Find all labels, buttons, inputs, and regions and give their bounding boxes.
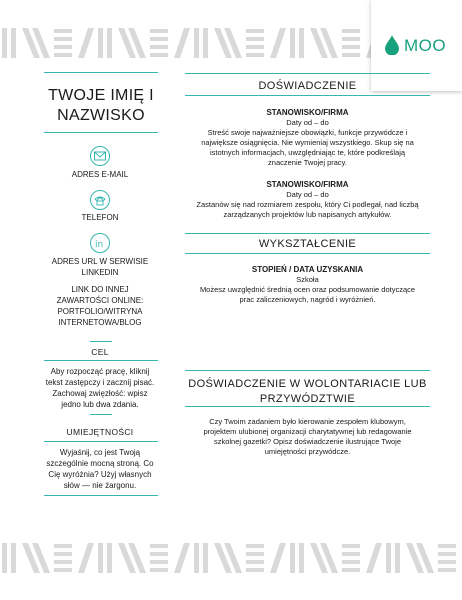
stripe-pattern (0, 541, 462, 575)
brand-name: MOO (404, 36, 447, 55)
job-dates: Daty od – do (286, 190, 329, 199)
text-line: tekst zastępczy i zacznij pisać. (45, 378, 155, 387)
job-description-line: największe osiągnięcia. Nie wymieniaj wszystkiego. Skup się na (201, 138, 414, 147)
text-line: Zachowaj zwięzłość: wpisz (52, 389, 148, 398)
text-line: Aby rozpocząć pracę, kliknij (50, 367, 150, 376)
text-line: PORTFOLIO/WITRYNA (57, 307, 143, 316)
name-line: TWOJE IMIĘ I (48, 87, 154, 104)
linkedin-icon (90, 233, 110, 253)
job-description-line: zarządzanych projektów lub napisanych artykułów. (223, 210, 392, 219)
text-line: LINK DO INNEJ (71, 285, 129, 294)
education-heading: WYKSZTAŁCENIE (258, 238, 357, 250)
job-title: STANOWISKO/FIRMA (266, 108, 349, 117)
divider (90, 414, 112, 415)
education-description-line: prac zaliczeniowych, nagród i wyróżnień. (239, 295, 376, 304)
text-line: Wyjaśnij, co jest Twoją (59, 448, 141, 457)
text-line: szczególnie mocną stroną. Co (46, 459, 154, 468)
name-line: NAZWISKO (57, 107, 145, 124)
divider (185, 95, 430, 96)
text-line: Cię wyróżnia? Użyj własnych (48, 470, 152, 479)
education-description-line: Możesz uwzględnić średnią ocen oraz podsumowanie dotyczące (199, 285, 416, 294)
volunteer-text (185, 417, 430, 457)
job-entry (185, 180, 430, 220)
divider (90, 341, 112, 342)
divider (44, 72, 158, 73)
online-content-link[interactable] (44, 284, 156, 328)
heading-line: PRZYWÓDZTWIE (259, 393, 356, 405)
text-line: ZAWARTOŚCI ONLINE: (56, 296, 144, 305)
divider (185, 406, 430, 407)
job-description-line: znaczenie Twojej pracy. (268, 158, 347, 167)
droplet-icon (385, 35, 399, 55)
job-description-line: istotnych informacjach, uwzględniając te, które podkreślają (209, 148, 406, 157)
volunteer-description-line: umiejętności przywódcze. (264, 447, 351, 456)
job-dates: Daty od – do (286, 118, 329, 127)
heading-line: DOŚWIADCZENIE W WOLONTARIACIE LUB (188, 378, 427, 390)
job-description-line: Streść swoje najważniejsze obowiązki, funkcje przywódcze i (207, 128, 408, 137)
education-entry (185, 265, 430, 305)
email-icon (90, 146, 110, 166)
volunteer-description-line: projektem ulubionej organizacji charytatywnej lub redagowanie (203, 427, 412, 436)
divider (44, 132, 158, 133)
text-line: jedno lub dwa zdania. (61, 400, 139, 409)
candidate-name (44, 86, 158, 126)
divider (44, 441, 158, 442)
volunteer-description-line: szkolnej gazetki? Opisz doświadczenie ilustrujące Twoje (213, 437, 402, 446)
email-text[interactable]: ADRES E-MAIL (71, 170, 129, 179)
divider (185, 370, 430, 371)
text-line: słów — nie żargonu. (63, 481, 137, 490)
divider (185, 233, 430, 234)
svg-text:in: in (95, 240, 104, 249)
experience-heading: DOŚWIADCZENIE (258, 80, 357, 92)
degree-title: STOPIEŃ / DATA UZYSKANIA (251, 265, 364, 274)
linkedin-url[interactable] (44, 256, 156, 278)
volunteer-description-line: Czy Twoim zadaniem było kierowanie zespołem klubowym, (209, 417, 406, 426)
job-description-line: Zastanów się nad rozmiarem zespołu, który Ci podlegał, nad liczbą (196, 200, 419, 209)
divider (44, 360, 158, 361)
divider (44, 495, 158, 496)
school-name: Szkoła (296, 275, 319, 284)
phone-text[interactable]: TELEFON (81, 213, 119, 222)
phone-icon (90, 190, 110, 210)
divider (185, 253, 430, 254)
text-line: INTERNETOWA/BLOG (58, 318, 142, 327)
moo-logo-card (371, 0, 462, 91)
job-entry (185, 108, 430, 168)
bottom-pattern-band (0, 541, 462, 575)
divider (185, 73, 430, 74)
text-line: ADRES URL W SERWISIE (51, 257, 149, 266)
text-line: LINKEDIN (81, 268, 119, 277)
goal-text (44, 366, 156, 410)
goal-heading: CEL (91, 347, 109, 357)
skills-heading: UMIEJĘTNOŚCI (66, 427, 134, 437)
skills-text (44, 447, 156, 491)
volunteer-heading (185, 377, 430, 407)
job-title: STANOWISKO/FIRMA (266, 180, 349, 189)
